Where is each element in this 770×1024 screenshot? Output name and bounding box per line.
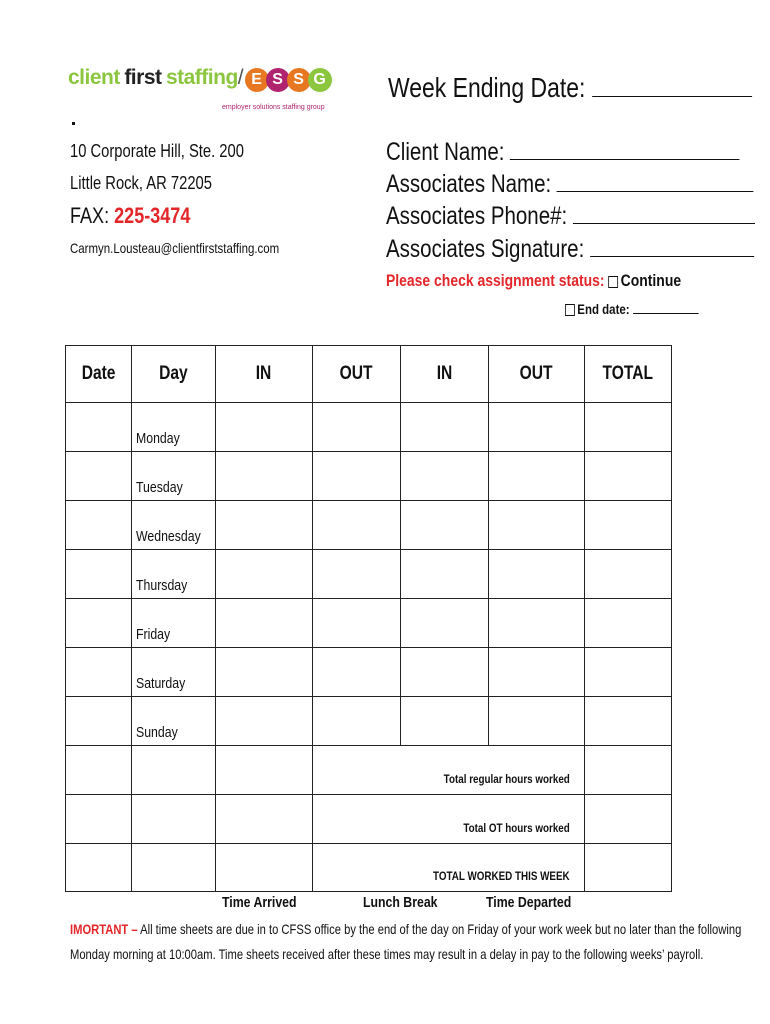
total-cell[interactable] [584,599,671,648]
in-cell[interactable] [215,403,312,452]
in-cell[interactable] [400,452,488,501]
in-cell[interactable] [215,697,312,746]
total-cell[interactable] [584,648,671,697]
out-cell[interactable] [488,550,584,599]
day-cell: Tuesday [132,452,216,501]
header-in-1: IN [215,346,312,403]
address-line-1: 10 Corporate Hill, Ste. 200 [70,141,244,161]
day-cell: Friday [132,599,216,648]
logo-tagline: employer solutions staffing group [222,104,325,111]
lunch-break-label: Lunch Break [363,894,438,911]
total-cell[interactable] [584,403,671,452]
in-cell[interactable] [215,452,312,501]
week-ending-row [388,72,752,104]
in-cell[interactable] [400,697,488,746]
total-ot-value[interactable] [584,795,671,844]
end-date-row [565,301,698,317]
total-week-label: TOTAL WORKED THIS WEEK [312,844,584,892]
in-cell[interactable] [400,550,488,599]
out-cell[interactable] [488,599,584,648]
fax-row [70,203,190,229]
header-out-1: OUT [312,346,400,403]
continue-checkbox[interactable] [608,276,618,288]
header-out-2: OUT [488,346,584,403]
out-cell[interactable] [312,452,400,501]
associates-phone-row [386,202,755,231]
table-row-wednesday [66,501,672,550]
table-row-saturday [66,648,672,697]
logo-letter-1: S [266,68,290,92]
out-cell[interactable] [312,501,400,550]
date-cell[interactable] [66,501,132,550]
logo-letter-2: S [287,68,311,92]
important-text-line-1: All time sheets are due in to CFSS office by the end of the day on Friday of your work week but no later than the following [140,921,742,937]
blank-cell [215,844,312,892]
date-cell[interactable] [66,697,132,746]
total-regular-label: Total regular hours worked [312,746,584,795]
out-cell[interactable] [488,452,584,501]
table-row-friday [66,599,672,648]
date-cell[interactable] [66,648,132,697]
company-logo [68,66,332,92]
week-ending-line[interactable] [592,95,752,97]
associates-signature-label: Associates Signature: [386,235,585,263]
total-cell[interactable] [584,697,671,746]
date-cell[interactable] [66,403,132,452]
table-row-monday [66,403,672,452]
table-row-sunday [66,697,672,746]
table-row-thursday [66,550,672,599]
out-cell[interactable] [488,403,584,452]
total-regular-row [66,746,672,795]
in-cell[interactable] [400,403,488,452]
logo-slash: / [237,66,244,89]
logo-word-first: first [124,66,162,89]
important-label: IMORTANT – [70,921,138,937]
end-date-checkbox[interactable] [565,304,575,316]
date-cell[interactable] [66,550,132,599]
fax-label: FAX: [70,203,110,228]
time-arrived-label: Time Arrived [222,894,297,911]
in-cell[interactable] [400,501,488,550]
table-row-tuesday [66,452,672,501]
total-ot-row [66,795,672,844]
out-cell[interactable] [488,501,584,550]
blank-cell [66,746,132,795]
day-cell: Sunday [132,697,216,746]
associates-name-label: Associates Name: [386,170,552,198]
out-cell[interactable] [312,599,400,648]
client-name-row [386,138,740,167]
header-row [66,346,672,403]
contact-email[interactable]: Carmyn.Lousteau@clientfirststaffing.com [70,240,280,256]
date-cell[interactable] [66,599,132,648]
total-cell[interactable] [584,452,671,501]
out-cell[interactable] [312,403,400,452]
end-date-line[interactable] [633,312,699,314]
logo-essg-circles [248,71,332,88]
blank-cell [132,844,216,892]
out-cell[interactable] [312,648,400,697]
continue-label: Continue [620,271,682,290]
in-cell[interactable] [215,648,312,697]
fax-number: 225-3474 [114,203,191,228]
address-line-2: Little Rock, AR 72205 [70,173,212,193]
blank-cell [132,746,216,795]
in-cell[interactable] [215,599,312,648]
week-ending-label: Week Ending Date: [388,72,586,103]
logo-word-staffing: staffing [165,66,238,89]
associates-phone-label: Associates Phone#: [386,202,568,230]
total-cell[interactable] [584,550,671,599]
in-cell[interactable] [215,501,312,550]
client-name-line[interactable] [510,158,740,160]
header-day: Day [132,346,216,403]
associates-signature-row [386,235,754,264]
client-name-label: Client Name: [386,138,505,166]
total-cell[interactable] [584,501,671,550]
out-cell[interactable] [312,697,400,746]
assignment-status-row [386,271,681,291]
out-cell[interactable] [488,697,584,746]
associates-name-row [386,170,754,199]
blank-cell [215,746,312,795]
total-regular-value[interactable] [584,746,671,795]
important-text-line-2: Monday morning at 10:00am. Time sheets received after these times may result in a delay in pay to the following weeks’ payroll. [70,946,704,962]
out-cell[interactable] [312,550,400,599]
logo-word-client: client [68,66,120,89]
bullet-dot [72,122,75,125]
blank-cell [132,795,216,844]
logo-letter-0: E [245,68,269,92]
header-in-2: IN [400,346,488,403]
header-total: TOTAL [584,346,671,403]
timesheet-table [65,345,672,892]
total-week-value[interactable] [584,844,671,892]
time-departed-label: Time Departed [486,894,572,911]
day-cell: Thursday [132,550,216,599]
associates-signature-line[interactable] [590,255,754,257]
in-cell[interactable] [400,648,488,697]
in-cell[interactable] [400,599,488,648]
blank-cell [66,795,132,844]
blank-cell [66,844,132,892]
in-cell[interactable] [215,550,312,599]
end-date-label: End date: [577,301,630,317]
assignment-status-label: Please check assignment status: [386,271,605,290]
associates-phone-line[interactable] [573,222,755,224]
day-cell: Saturday [132,648,216,697]
associates-name-line[interactable] [557,190,754,192]
day-cell: Monday [132,403,216,452]
out-cell[interactable] [488,648,584,697]
important-notice [70,917,742,967]
blank-cell [215,795,312,844]
day-cell: Wednesday [132,501,216,550]
date-cell[interactable] [66,452,132,501]
total-ot-label: Total OT hours worked [312,795,584,844]
header-date: Date [66,346,132,403]
total-week-row [66,844,672,892]
logo-letter-3: G [308,68,332,92]
